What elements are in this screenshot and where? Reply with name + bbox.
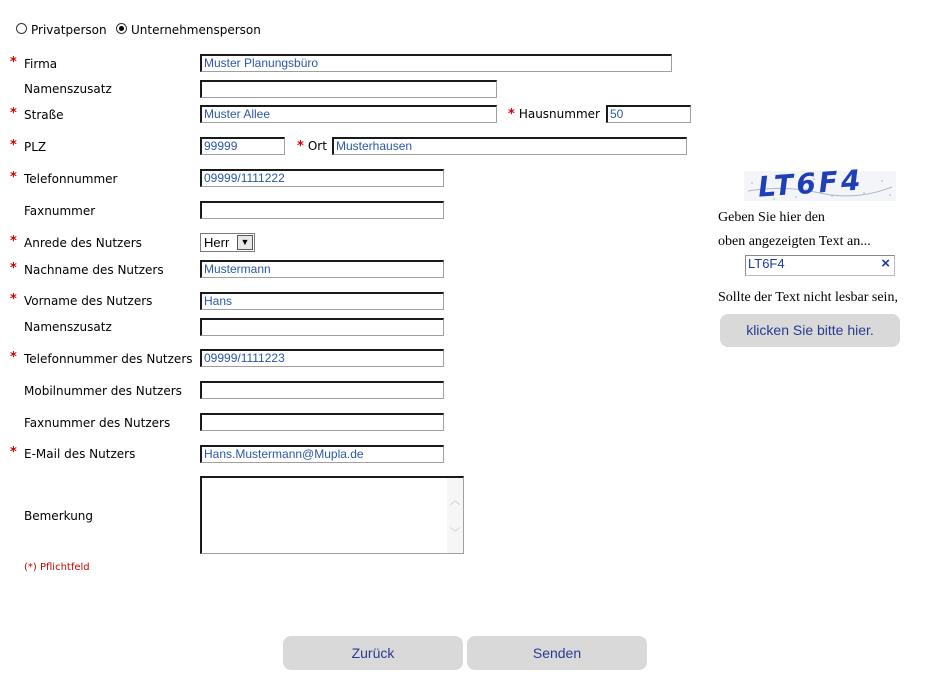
scroll-down-icon[interactable]: ﹀ bbox=[450, 528, 460, 539]
required-marker: * bbox=[10, 170, 17, 185]
firma-input[interactable]: Muster Planungsbüro bbox=[200, 54, 672, 72]
nutzer-email-label: E-Mail des Nutzers bbox=[24, 447, 136, 461]
nutzer-mobil-label: Mobilnummer des Nutzers bbox=[24, 384, 182, 398]
anrede-select[interactable] bbox=[200, 233, 255, 252]
required-marker: * bbox=[10, 55, 17, 70]
radio-privatperson-label[interactable]: Privatperson bbox=[31, 23, 107, 37]
bemerkung-textarea[interactable] bbox=[200, 476, 464, 554]
radio-privatperson[interactable] bbox=[16, 23, 27, 34]
nutzer-telefon-input[interactable]: 09999/1111223 bbox=[200, 349, 444, 367]
firma-label: Firma bbox=[24, 57, 58, 71]
captcha-instruction-line1: Geben Sie hier den bbox=[718, 210, 825, 225]
nachname-label: Nachname des Nutzers bbox=[24, 263, 164, 277]
clear-icon[interactable]: × bbox=[881, 255, 890, 272]
ort-input[interactable]: Musterhausen bbox=[332, 137, 687, 155]
captcha-input-value: LT6F4 bbox=[748, 256, 785, 271]
hausnummer-input[interactable]: 50 bbox=[606, 105, 691, 123]
required-marker: * bbox=[10, 445, 17, 460]
hausnummer-label: Hausnummer bbox=[518, 107, 600, 121]
radio-unternehmensperson[interactable] bbox=[116, 23, 127, 34]
hausnummer-label-group bbox=[508, 107, 600, 122]
required-marker: * bbox=[10, 261, 17, 276]
required-marker: * bbox=[10, 234, 17, 249]
required-marker: * bbox=[508, 107, 515, 122]
vorname-label: Vorname des Nutzers bbox=[24, 294, 153, 308]
required-note: (*) Pflichtfeld bbox=[24, 562, 90, 573]
plz-label: PLZ bbox=[24, 140, 47, 154]
ort-label-group bbox=[297, 139, 327, 154]
nutzer-fax-label: Faxnummer des Nutzers bbox=[24, 416, 171, 430]
radio-selected-dot bbox=[119, 26, 124, 31]
strasse-input[interactable]: Muster Allee bbox=[200, 105, 497, 123]
anrede-label: Anrede des Nutzers bbox=[24, 236, 142, 250]
namenszusatz-input[interactable] bbox=[200, 80, 497, 98]
required-marker: * bbox=[297, 139, 304, 154]
nutzer-namenszusatz-input[interactable] bbox=[200, 318, 444, 336]
nutzer-mobil-input[interactable] bbox=[200, 381, 444, 399]
nutzer-email-input[interactable]: Hans.Mustermann@Mupla.de bbox=[200, 445, 444, 463]
captcha-refresh-button[interactable]: klicken Sie bitte hier. bbox=[720, 314, 900, 347]
nachname-input[interactable]: Mustermann bbox=[200, 260, 444, 278]
captcha-image-text: LT6F4 bbox=[756, 163, 865, 204]
scroll-up-icon[interactable]: ︿ bbox=[450, 496, 460, 507]
captcha-image bbox=[744, 163, 896, 203]
captcha-unreadable-text: Sollte der Text nicht lesbar sein, bbox=[718, 290, 898, 305]
required-marker: * bbox=[10, 106, 17, 121]
nutzer-namenszusatz-label: Namenszusatz bbox=[24, 320, 112, 334]
captcha-instruction-line2: oben angezeigten Text an... bbox=[718, 234, 871, 249]
fax-input[interactable] bbox=[200, 201, 444, 219]
textarea-scrollbar[interactable] bbox=[447, 478, 463, 553]
nutzer-telefon-label: Telefonnummer des Nutzers bbox=[24, 352, 193, 366]
required-marker: * bbox=[10, 138, 17, 153]
back-button[interactable]: Zurück bbox=[283, 636, 463, 670]
radio-unternehmensperson-label[interactable]: Unternehmensperson bbox=[131, 23, 261, 37]
namenszusatz-label: Namenszusatz bbox=[24, 82, 112, 96]
ort-label: Ort bbox=[307, 139, 327, 153]
telefon-input[interactable]: 09999/1111222 bbox=[200, 169, 444, 187]
nutzer-fax-input[interactable] bbox=[200, 413, 444, 431]
captcha-input[interactable] bbox=[745, 255, 895, 276]
required-marker: * bbox=[10, 350, 17, 365]
submit-button[interactable]: Senden bbox=[467, 636, 647, 670]
bemerkung-label: Bemerkung bbox=[24, 509, 94, 523]
vorname-input[interactable]: Hans bbox=[200, 292, 444, 310]
chevron-down-icon[interactable]: ▼ bbox=[237, 235, 253, 250]
fax-label: Faxnummer bbox=[24, 204, 96, 218]
required-marker: * bbox=[10, 292, 17, 307]
anrede-selected-value: Herr bbox=[204, 235, 230, 250]
telefon-label: Telefonnummer bbox=[24, 172, 118, 186]
strasse-label: Straße bbox=[24, 108, 64, 122]
plz-input[interactable]: 99999 bbox=[200, 137, 285, 155]
